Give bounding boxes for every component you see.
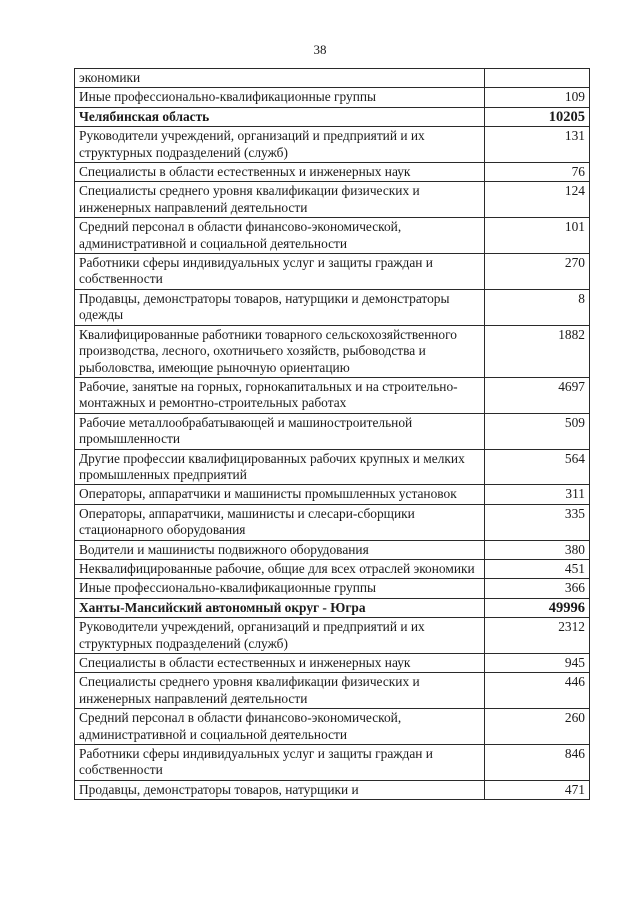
region-name: Челябинская область bbox=[75, 107, 485, 126]
occupation-count: 124 bbox=[485, 182, 590, 218]
occupation-count: 509 bbox=[485, 413, 590, 449]
occupation-count: 4697 bbox=[485, 377, 590, 413]
occupation-group-label: Специалисты в области естественных и инженерных наук bbox=[75, 163, 485, 182]
table-row bbox=[75, 254, 590, 290]
table-row bbox=[75, 780, 590, 799]
occupation-count: 564 bbox=[485, 449, 590, 485]
table-row bbox=[75, 504, 590, 540]
occupation-count: 2312 bbox=[485, 618, 590, 654]
occupation-group-label: Специалисты среднего уровня квалификации физических и инженерных направлений деятельности bbox=[75, 673, 485, 709]
occupation-count: 335 bbox=[485, 504, 590, 540]
region-total: 10205 bbox=[485, 107, 590, 126]
region-total: 49996 bbox=[485, 598, 590, 617]
occupation-table bbox=[74, 68, 590, 800]
region-name: Ханты-Мансийский автономный округ - Югра bbox=[75, 598, 485, 617]
occupation-group-label: Продавцы, демонстраторы товаров, натурщики и bbox=[75, 780, 485, 799]
table-row bbox=[75, 618, 590, 654]
occupation-group-label: Специалисты среднего уровня квалификации физических и инженерных направлений деятельности bbox=[75, 182, 485, 218]
table-row bbox=[75, 218, 590, 254]
occupation-count: 446 bbox=[485, 673, 590, 709]
occupation-group-label: Операторы, аппаратчики и машинисты промышленных установок bbox=[75, 485, 485, 504]
table-row bbox=[75, 709, 590, 745]
occupation-count: 311 bbox=[485, 485, 590, 504]
table-row bbox=[75, 127, 590, 163]
table-row bbox=[75, 745, 590, 781]
table-row bbox=[75, 182, 590, 218]
table-row bbox=[75, 485, 590, 504]
occupation-count: 109 bbox=[485, 88, 590, 107]
occupation-group-label: Продавцы, демонстраторы товаров, натурщики и демонстраторы одежды bbox=[75, 289, 485, 325]
occupation-count: 270 bbox=[485, 254, 590, 290]
occupation-count: 260 bbox=[485, 709, 590, 745]
occupation-count: 101 bbox=[485, 218, 590, 254]
table-row bbox=[75, 325, 590, 377]
occupation-group-label: Средний персонал в области финансово-экономической, административной и социальной деятельности bbox=[75, 709, 485, 745]
occupation-group-label: Работники сферы индивидуальных услуг и защиты граждан и собственности bbox=[75, 254, 485, 290]
occupation-count: 1882 bbox=[485, 325, 590, 377]
table-row bbox=[75, 579, 590, 598]
region-row bbox=[75, 598, 590, 617]
table-row bbox=[75, 163, 590, 182]
table-row bbox=[75, 413, 590, 449]
table-body bbox=[75, 69, 590, 800]
table-row bbox=[75, 559, 590, 578]
occupation-count: 471 bbox=[485, 780, 590, 799]
occupation-group-label: Руководители учреждений, организаций и предприятий и их структурных подразделений (служб) bbox=[75, 127, 485, 163]
table-row bbox=[75, 88, 590, 107]
occupation-count: 8 bbox=[485, 289, 590, 325]
occupation-group-label: Квалифицированные работники товарного сельскохозяйственного производства, лесного, охотничьего хозяйств, рыбоводства и рыболовства, имеющие рыночную ориентацию bbox=[75, 325, 485, 377]
occupation-group-label: экономики bbox=[75, 69, 485, 88]
occupation-group-label: Водители и машинисты подвижного оборудования bbox=[75, 540, 485, 559]
table-row bbox=[75, 654, 590, 673]
occupation-group-label: Иные профессионально-квалификационные группы bbox=[75, 88, 485, 107]
occupation-count bbox=[485, 69, 590, 88]
occupation-group-label: Руководители учреждений, организаций и предприятий и их структурных подразделений (служб) bbox=[75, 618, 485, 654]
occupation-count: 380 bbox=[485, 540, 590, 559]
occupation-group-label: Иные профессионально-квалификационные группы bbox=[75, 579, 485, 598]
occupation-group-label: Другие профессии квалифицированных рабочих крупных и мелких промышленных предприятий bbox=[75, 449, 485, 485]
occupation-group-label: Рабочие металлообрабатывающей и машиностроительной промышленности bbox=[75, 413, 485, 449]
occupation-group-label: Неквалифицированные рабочие, общие для всех отраслей экономики bbox=[75, 559, 485, 578]
table-row bbox=[75, 69, 590, 88]
occupation-group-label: Операторы, аппаратчики, машинисты и слесари-сборщики стационарного оборудования bbox=[75, 504, 485, 540]
page-number: 38 bbox=[313, 42, 327, 57]
occupation-group-label: Средний персонал в области финансово-экономической, административной и социальной деятельности bbox=[75, 218, 485, 254]
occupation-group-label: Специалисты в области естественных и инженерных наук bbox=[75, 654, 485, 673]
occupation-group-label: Работники сферы индивидуальных услуг и защиты граждан и собственности bbox=[75, 745, 485, 781]
occupation-count: 945 bbox=[485, 654, 590, 673]
occupation-count: 76 bbox=[485, 163, 590, 182]
table-row bbox=[75, 540, 590, 559]
occupation-count: 846 bbox=[485, 745, 590, 781]
table-row bbox=[75, 289, 590, 325]
table-row bbox=[75, 673, 590, 709]
region-row bbox=[75, 107, 590, 126]
occupation-count: 131 bbox=[485, 127, 590, 163]
table-row bbox=[75, 377, 590, 413]
occupation-count: 451 bbox=[485, 559, 590, 578]
table-row bbox=[75, 449, 590, 485]
occupation-count: 366 bbox=[485, 579, 590, 598]
occupation-group-label: Рабочие, занятые на горных, горнокапитальных и на строительно-монтажных и ремонтно-строительных работах bbox=[75, 377, 485, 413]
